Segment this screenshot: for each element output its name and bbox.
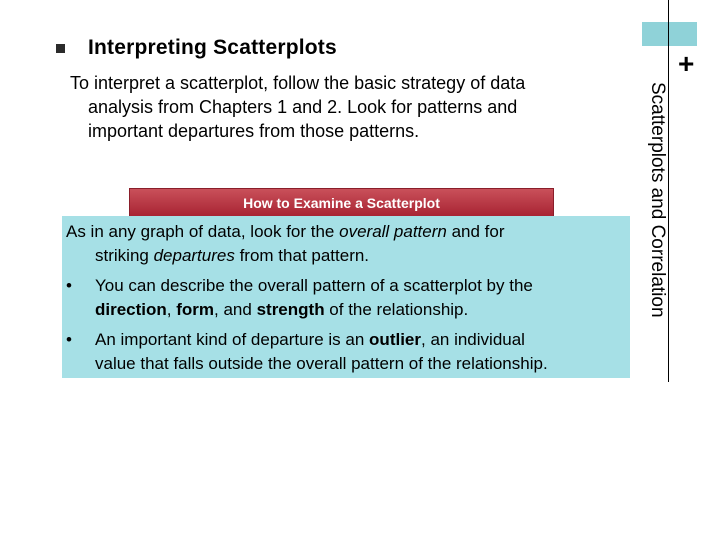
box-paragraph-line-1 <box>66 220 505 244</box>
title-bullet-square <box>56 44 65 53</box>
bullet-2-line-1 <box>95 328 525 352</box>
box-body <box>62 216 630 378</box>
box-paragraph-line-2 <box>95 244 369 268</box>
text: , and <box>214 300 257 319</box>
intro-line-3: important departures from those patterns. <box>88 121 420 141</box>
emphasis-overall-pattern: overall pattern <box>339 222 447 241</box>
bullet-1-line-2 <box>95 298 468 322</box>
bullet-1-line-1: You can describe the overall pattern of a scatterplot by the <box>95 276 533 295</box>
bullet-2-line-2: value that falls outside the overall pattern of the relationship. <box>95 354 548 373</box>
text: striking <box>95 246 154 265</box>
side-section-title: Scatterplots and Correlation <box>647 82 668 318</box>
text: As in any graph of data, look for the <box>66 222 340 241</box>
emphasis-departures: departures <box>153 246 235 265</box>
box-header: How to Examine a Scatterplot <box>129 188 554 216</box>
intro-paragraph <box>70 71 610 143</box>
bullet-dot: • <box>66 330 72 349</box>
accent-block <box>642 22 697 46</box>
slide-title: Interpreting Scatterplots <box>88 36 337 59</box>
intro-line-1: To interpret a scatterplot, follow the basic strategy of data <box>70 73 526 93</box>
strong-direction: direction <box>95 300 167 319</box>
bullet-dot: • <box>66 276 72 295</box>
strong-form: form <box>176 300 215 319</box>
strong-outlier: outlier <box>369 330 421 349</box>
plus-logo: + <box>678 48 695 79</box>
text: and for <box>446 222 505 241</box>
vertical-divider <box>668 0 669 382</box>
text: , an individual <box>421 330 525 349</box>
text: of the relationship. <box>324 300 469 319</box>
strong-strength: strength <box>256 300 325 319</box>
intro-line-2: analysis from Chapters 1 and 2. Look for patterns and <box>88 97 518 117</box>
text: from that pattern. <box>234 246 370 265</box>
text: An important kind of departure is an <box>95 330 370 349</box>
text: , <box>166 300 177 319</box>
